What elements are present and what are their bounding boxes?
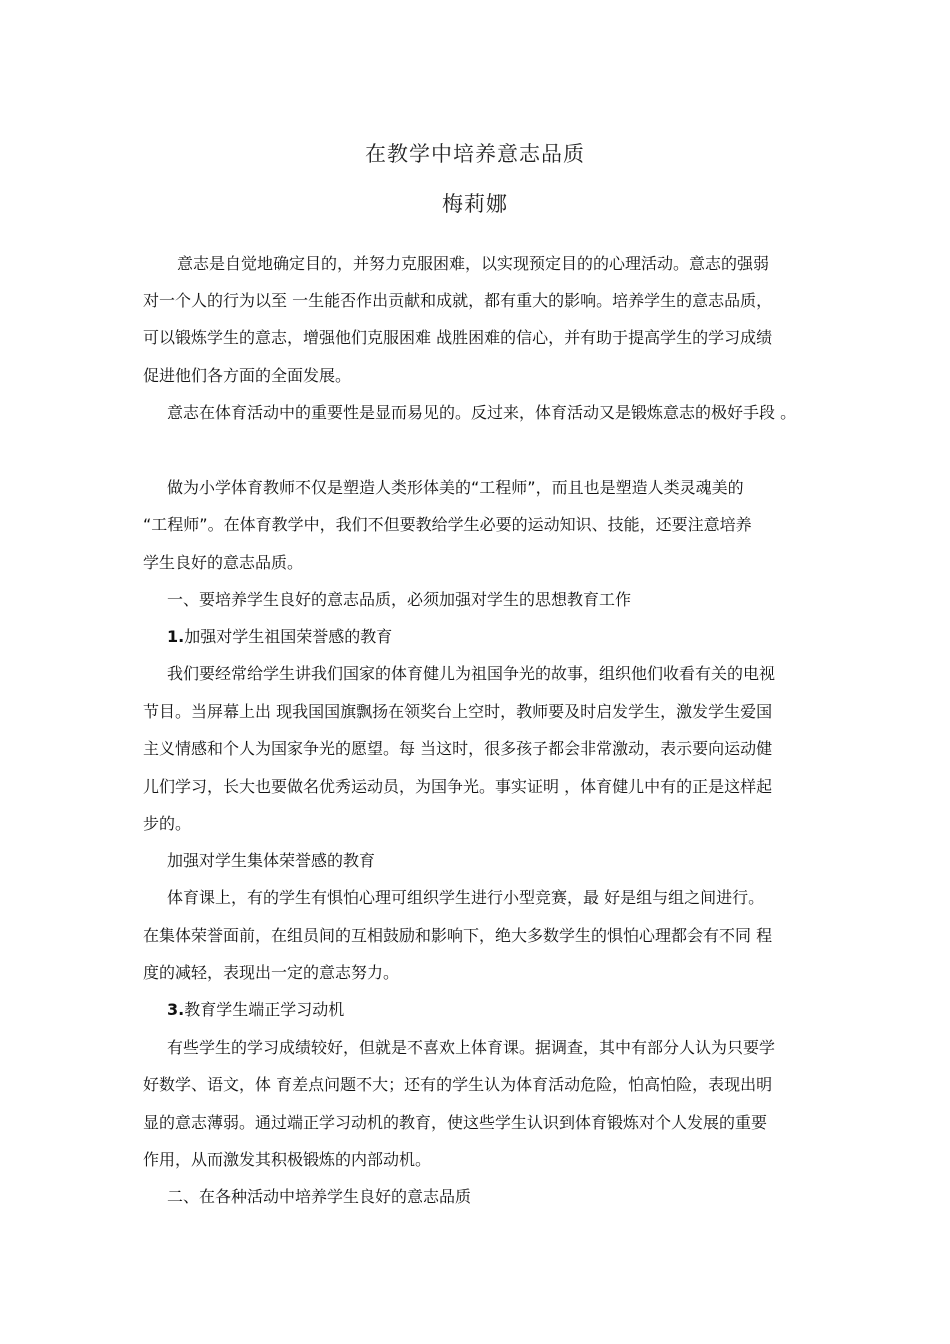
paragraph-line: 节目。当屏幕上出 现我国国旗飘扬在领奖台上空时，教师要及时启发学生，激发学生爱国 xyxy=(143,702,773,721)
subheading-text: 加强对学生祖国荣誉感的教育 xyxy=(184,627,393,646)
paragraph-line: 儿们学习，长大也要做名优秀运动员，为国争光。事实证明 ，体育健儿中有的正是这样起 xyxy=(143,777,773,796)
subheading-2: 加强对学生集体荣誉感的教育 xyxy=(167,851,376,870)
document-title: 在教学中培养意志品质 xyxy=(365,142,585,166)
subheading-3 xyxy=(167,1000,344,1020)
subheading-1 xyxy=(167,627,392,647)
section-heading-2: 二、在各种活动中培养学生良好的意志品质 xyxy=(167,1187,472,1206)
document-author: 梅莉娜 xyxy=(442,192,508,216)
paragraph-line: 意志在体育活动中的重要性是显而易见的。反过来，体育活动又是锻炼意志的极好手段 。 xyxy=(167,403,797,422)
paragraph-line: 意志是自觉地确定目的，并努力克服困难，以实现预定目的的心理活动。意志的强弱 xyxy=(177,254,770,273)
section-heading-1: 一、要培养学生良好的意志品质，必须加强对学生的思想教育工作 xyxy=(167,590,632,609)
paragraph-line: 在集体荣誉面前，在组员间的互相鼓励和影响下，绝大多数学生的惧怕心理都会有不同 程 xyxy=(143,926,773,945)
paragraph-line: 促进他们各方面的全面发展。 xyxy=(143,366,352,385)
paragraph-line: 度的减轻，表现出一定的意志努力。 xyxy=(143,963,400,982)
paragraph-line: 我们要经常给学生讲我们国家的体育健儿为祖国争光的故事，组织他们收看有关的电视 xyxy=(167,664,776,683)
paragraph-line: 体育课上，有的学生有惧怕心理可组织学生进行小型竞赛，最 好是组与组之间进行。 xyxy=(167,888,765,907)
paragraph-line: 好数学、语文，体 育差点问题不大；还有的学生认为体育活动危险，怕高怕险，表现出明 xyxy=(143,1075,773,1094)
paragraph-line: 作用，从而激发其积极锻炼的内部动机。 xyxy=(143,1150,432,1169)
paragraph-line: 主义情感和个人为国家争光的愿望。每 当这时，很多孩子都会非常激动，表示要向运动健 xyxy=(143,739,773,758)
paragraph-line: 对一个人的行为以至 一生能否作出贡献和成就，都有重大的影响。培养学生的意志品质， xyxy=(143,291,773,310)
paragraph-line: 步的。 xyxy=(143,814,192,833)
paragraph-line: 显的意志薄弱。通过端正学习动机的教育，使这些学生认识到体育锻炼对个人发展的重要 xyxy=(143,1113,768,1132)
paragraph-line: 学生良好的意志品质。 xyxy=(143,553,304,572)
subheading-number: 1. xyxy=(167,627,185,646)
paragraph-line: “工程师”。在体育教学中，我们不但要教给学生必要的运动知识、技能，还要注意培养 xyxy=(143,515,752,534)
paragraph-line: 有些学生的学习成绩较好，但就是不喜欢上体育课。据调查，其中有部分人认为只要学 xyxy=(167,1038,776,1057)
paragraph-line: 做为小学体育教师不仅是塑造人类形体美的“工程师”，而且也是塑造人类灵魂美的 xyxy=(167,478,744,497)
paragraph-line: 可以锻炼学生的意志，增强他们克服困难 战胜困难的信心，并有助于提高学生的学习成绩 xyxy=(143,328,773,347)
subheading-text: 教育学生端正学习动机 xyxy=(184,1000,345,1019)
subheading-number: 3. xyxy=(167,1000,185,1019)
